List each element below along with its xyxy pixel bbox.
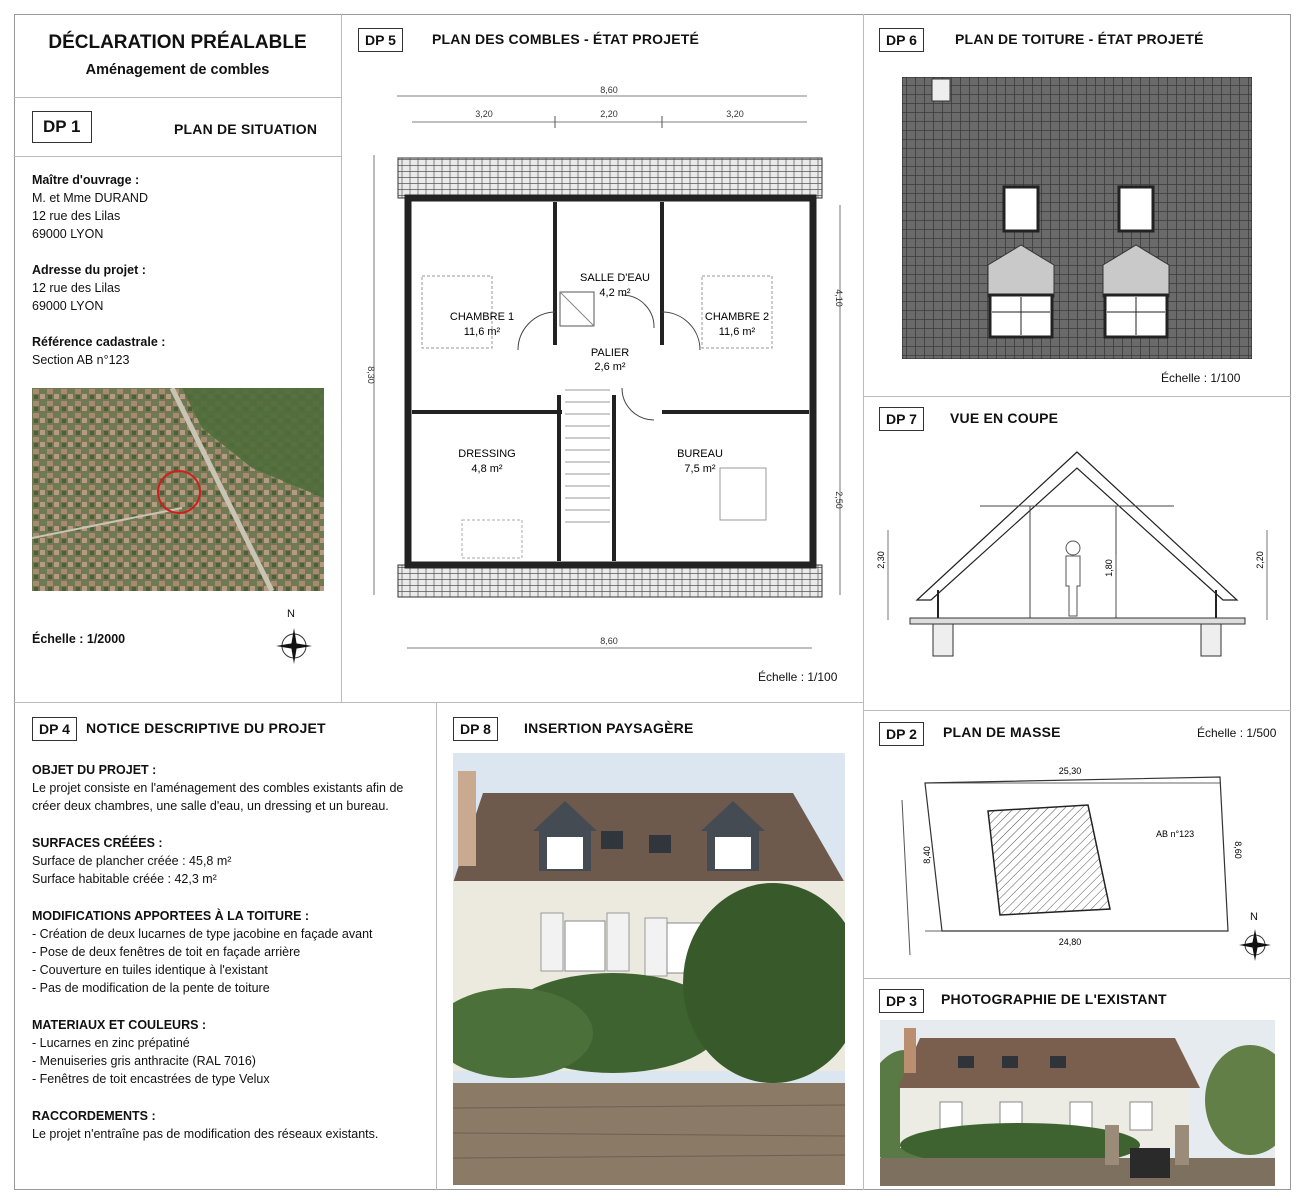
cross-section-view (870, 440, 1285, 665)
room-chambre1-name: CHAMBRE 1 (449, 311, 515, 323)
dp6-scale: Échelle : 1/100 (1161, 371, 1241, 385)
dim-b: 2,20 (600, 109, 618, 119)
room-dressing-area: 4,8 m² (471, 463, 503, 475)
cadastre-value: Section AB n°123 (32, 353, 130, 367)
dp2-tag: DP 2 (879, 722, 924, 746)
dim-right-bottom: 2,50 (834, 491, 844, 509)
frame-left (14, 14, 15, 1190)
objet-label: OBJET DU PROJET : (32, 763, 157, 777)
owner-name: M. et Mme DURAND (32, 191, 148, 205)
divider-header (14, 97, 341, 98)
dim-right-top: 4,10 (834, 289, 844, 307)
surfaces-label: SURFACES CRÉÉES : (32, 836, 163, 850)
toiture-item: - Pose de deux fenêtres de toit en façade arrière (32, 945, 301, 959)
owner-city: 69000 LYON (32, 227, 104, 241)
room-chambre2-area: 11,6 m² (718, 326, 756, 338)
dim-c: 3,20 (726, 109, 744, 119)
divider-dp6-dp7 (863, 396, 1291, 397)
site-plan (880, 755, 1280, 970)
dim-section-right: 2,20 (1255, 551, 1265, 569)
dp5-title: PLAN DES COMBLES - ÉTAT PROJETÉ (432, 31, 700, 47)
dp1-info (32, 171, 165, 369)
dp4-tag: DP 4 (32, 717, 77, 741)
landscape-insertion-photo (453, 753, 845, 1185)
situation-aerial-map (32, 388, 324, 591)
raccord-label: RACCORDEMENTS : (32, 1109, 156, 1123)
divider-bottom-row (14, 702, 864, 703)
dim-total-bottom: 8,60 (600, 636, 618, 646)
dp8-title: INSERTION PAYSAGÈRE (524, 720, 694, 736)
objet-line1: Le projet consiste en l'aménagement des combles existants afin de (32, 781, 404, 795)
dp1-tag: DP 1 (32, 111, 92, 143)
frame-top (14, 14, 1291, 15)
owner-street: 12 rue des Lilas (32, 209, 121, 223)
room-sdb-name: SALLE D'EAU (580, 272, 650, 284)
site-parcel: AB n°123 (1156, 829, 1195, 839)
materiaux-item: - Fenêtres de toit encastrées de type Velux (32, 1072, 270, 1086)
raccord-text: Le projet n'entraîne pas de modification des réseaux existants. (32, 1127, 379, 1141)
divider-dp2-dp3 (863, 978, 1291, 979)
room-bureau-area: 7,5 m² (684, 463, 716, 475)
document-title: DÉCLARATION PRÉALABLE (48, 32, 307, 53)
dp6-tag: DP 6 (879, 28, 924, 52)
dp5-scale: Échelle : 1/100 (758, 670, 838, 684)
dim-total-top: 8,60 (600, 85, 618, 95)
room-bureau-name: BUREAU (677, 448, 723, 460)
dp5-tag: DP 5 (358, 28, 403, 52)
materiaux-label: MATERIAUX ET COULEURS : (32, 1018, 207, 1032)
dim-left: 8,30 (366, 366, 376, 384)
toiture-item: - Couverture en tuiles identique à l'existant (32, 963, 268, 977)
existing-house-photo (880, 1020, 1275, 1186)
dp3-tag: DP 3 (879, 989, 924, 1013)
site-dim-top: 25,30 (1058, 766, 1082, 776)
dp1-scale: Échelle : 1/2000 (32, 632, 126, 646)
dp7-tag: DP 7 (879, 407, 924, 431)
objet-line2: créer deux chambres, une salle d'eau, un dressing et un bureau. (32, 799, 389, 813)
dim-section-middle: 1,80 (1104, 559, 1114, 577)
room-palier-area: 2,6 m² (594, 361, 626, 373)
toiture-item: - Création de deux lucarnes de type jacobine en façade avant (32, 927, 373, 941)
project-street: 12 rue des Lilas (32, 281, 121, 295)
room-dressing-name: DRESSING (458, 448, 516, 460)
frame-right (1290, 14, 1291, 1190)
document-subtitle: Aménagement de combles (85, 62, 270, 78)
roof-plan (902, 77, 1252, 359)
dp4-title: NOTICE DESCRIPTIVE DU PROJET (86, 720, 326, 736)
room-chambre2-name: CHAMBRE 2 (704, 311, 770, 323)
project-city: 69000 LYON (32, 299, 104, 313)
divider-dp5-dp6 (863, 14, 864, 1190)
divider-dp4-dp8 (436, 702, 437, 1190)
cadastre-label: Référence cadastrale : (32, 335, 166, 349)
owner-label: Maître d'ouvrage : (32, 173, 140, 187)
divider-dp1-title (14, 156, 341, 157)
site-dim-left: 8,40 (922, 846, 932, 864)
dp1-compass-icon (274, 626, 314, 666)
room-sdb-area: 4,2 m² (599, 287, 631, 299)
room-chambre1-area: 11,6 m² (463, 326, 501, 338)
dim-section-left: 2,30 (876, 551, 886, 569)
frame-bottom (14, 1189, 1291, 1190)
dp2-north-label: N (1250, 911, 1258, 923)
dp8-tag: DP 8 (453, 717, 498, 741)
site-dim-right: 8,60 (1233, 841, 1243, 859)
room-palier-name: PALIER (590, 347, 630, 359)
divider-dp7-dp2 (863, 710, 1291, 711)
dp2-scale: Échelle : 1/500 (1197, 726, 1277, 740)
dim-a: 3,20 (475, 109, 493, 119)
site-dim-bottom: 24,80 (1058, 937, 1082, 947)
dp2-title: PLAN DE MASSE (943, 724, 1061, 740)
toiture-label: MODIFICATIONS APPORTEES À LA TOITURE : (32, 909, 310, 923)
attic-floor-plan (342, 70, 862, 670)
dp6-title: PLAN DE TOITURE - ÉTAT PROJETÉ (955, 31, 1204, 47)
materiaux-item: - Lucarnes en zinc prépatiné (32, 1036, 190, 1050)
surface-plancher: Surface de plancher créée : 45,8 m² (32, 854, 232, 868)
materiaux-item: - Menuiseries gris anthracite (RAL 7016) (32, 1054, 256, 1068)
dp4-notice-body (32, 761, 427, 1143)
project-label: Adresse du projet : (32, 263, 146, 277)
dp2-compass-icon (1237, 927, 1273, 963)
dp1-title: PLAN DE SITUATION (174, 121, 318, 137)
toiture-item: - Pas de modification de la pente de toiture (32, 981, 270, 995)
dp3-title: PHOTOGRAPHIE DE L'EXISTANT (941, 991, 1167, 1007)
dp7-title: VUE EN COUPE (950, 410, 1059, 426)
dp1-north-label: N (287, 608, 295, 620)
surface-habitable: Surface habitable créée : 42,3 m² (32, 872, 217, 886)
